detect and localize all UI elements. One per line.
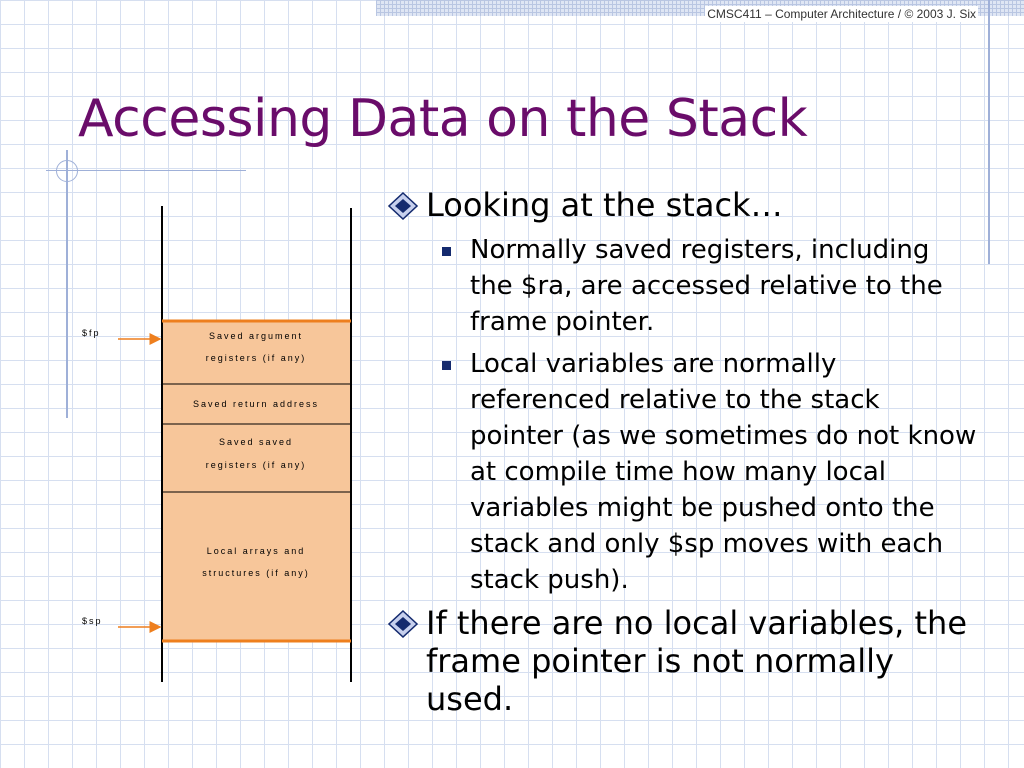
diamond-bullet-icon [388, 610, 418, 638]
sub-bullet-item [380, 346, 980, 598]
fp-label: $fp [82, 328, 101, 338]
bullet-text: Looking at the stack… [426, 186, 783, 224]
segment-label: Saved return address [192, 399, 320, 409]
square-bullet-icon [442, 361, 451, 370]
segment-label: registers (if any) [205, 460, 307, 470]
bullet-item [380, 604, 980, 718]
sp-label: $sp [82, 616, 103, 626]
slide-title: Accessing Data on the Stack [78, 89, 808, 149]
sub-bullet-text: Local variables are normally referenced relative to the stack pointer (as we sometimes do not know at compile time how many local variables might be pushed onto the stack and only $sp moves with each stack push). [470, 349, 977, 595]
bullet-list [380, 186, 980, 726]
stack-frame-area [162, 321, 351, 641]
header-text: CMSC411 – Computer Architecture / © 2003 J. Six [707, 7, 976, 21]
segment-label: Local arrays and [206, 546, 306, 556]
segment-label: structures (if any) [202, 568, 310, 578]
sub-bullet-item [380, 232, 980, 340]
segment-label: registers (if any) [205, 353, 307, 363]
bullet-text: If there are no local variables, the frame pointer is not normally used. [426, 604, 968, 718]
square-bullet-icon [442, 247, 451, 256]
diamond-bullet-icon [388, 192, 418, 220]
sub-bullet-text: Normally saved registers, including the $ra, are accessed relative to the frame pointer. [470, 235, 943, 337]
bullet-item [380, 186, 980, 224]
segment-label: Saved argument [208, 331, 304, 341]
segment-label: Saved saved [218, 437, 294, 447]
